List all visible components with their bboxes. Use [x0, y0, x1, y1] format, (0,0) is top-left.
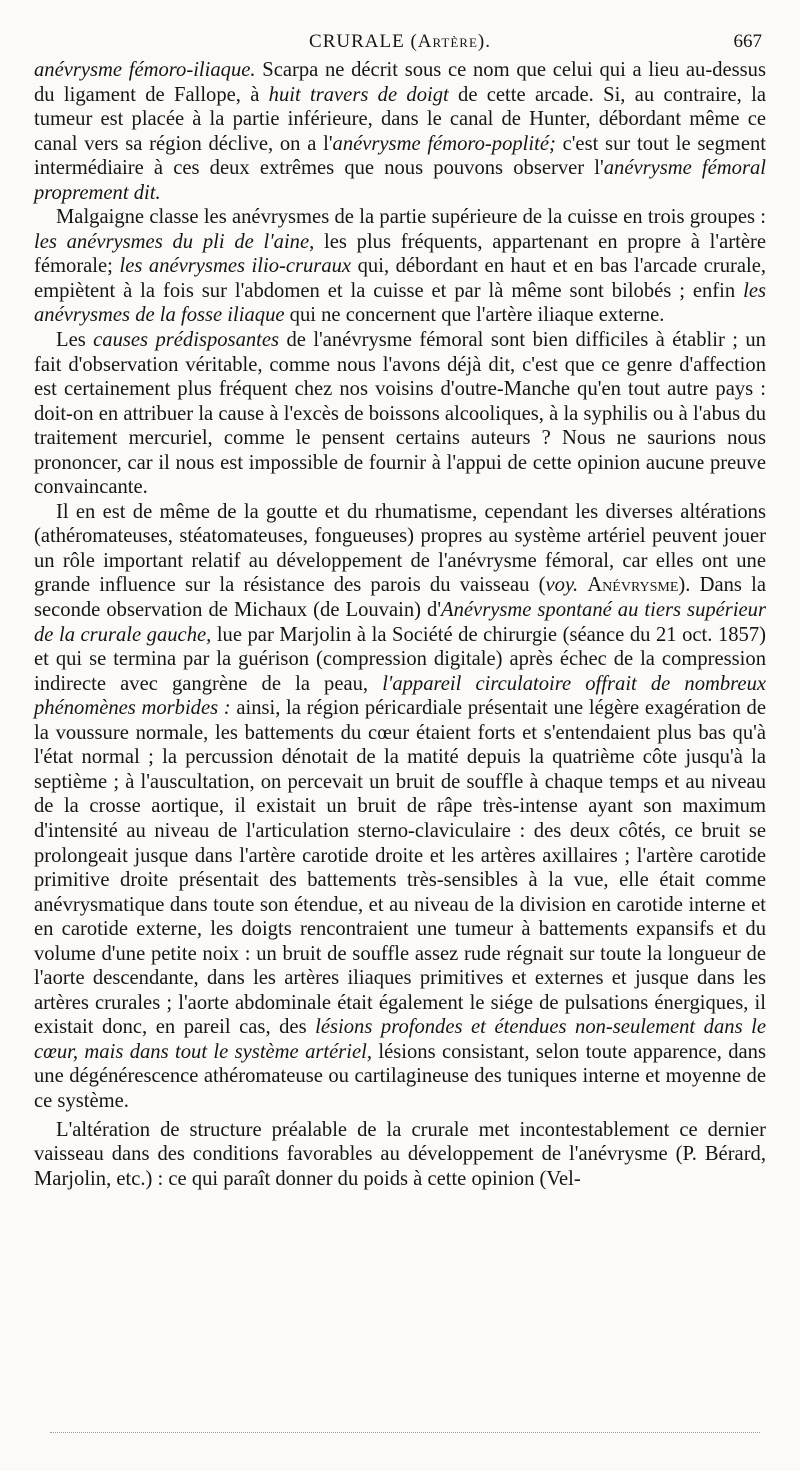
text-run — [578, 574, 587, 596]
text-run: ). Dans la seconde observation de Michaux (de Louvain) d' — [34, 574, 766, 622]
text-run: L'altération de structure préalable de la crurale met incontestablement ce dernier vaisseau dans des conditions favorables au développement de l'anévrysme (P. Bérard, Marjolin, etc.) : ce qui paraît donner du poids à cette opinion (Vel- — [34, 1118, 766, 1190]
italic-text-run: les anévrysmes ilio-cruraux — [119, 255, 352, 278]
text-run: Scarpa ne décrit sous ce nom que celui qui a lieu au-dessus du ligament de Fallope, à — [34, 59, 766, 106]
text-run: Il en est de même de la goutte et du rhumatisme, cependant les diverses altérations (athéromateuses, stéatomateuses, fongueuses) propres au système artériel peuvent jouer un rôle important relatif au développement de l'anévrysme fémoral, car elles ont une grande influence sur la résistance des parois du vaisseau ( — [34, 500, 766, 597]
italic-text-run: l'appareil circulatoire offrait de nombreux phénomènes morbides : — [34, 672, 767, 720]
body-text — [34, 58, 766, 1191]
running-head-title: CRURALE — [309, 31, 405, 52]
text-run: c'est sur tout le segment intermédiaire à ces deux extrêmes que nous pouvons observer l' — [34, 132, 766, 180]
paragraph — [34, 328, 766, 500]
text-run: qui, débordant en haut et en bas l'arcade crurale, empiètent à la fois sur l'abdomen et la cuisse et par là même sont bilobés ; enfin — [34, 255, 767, 302]
text-run: de l'anévrysme fémoral sont bien difficiles à établir ; un fait d'observation véritable, comme nous l'avons déjà dit, c'est que ce genre d'affection est certainement plus fréquent chez nos voisins d'outre-Manche qu'en tout autre pays : doit-on en attribuer la cause à l'excès de boissons alcooliques, à la syphilis ou à l'abus du traitement mercuriel, comme le pensent certains auteurs ? Nous ne saurions nous prononcer, car il nous est impossible de fournir à l'appui de cette opinion aucune preuve convaincante. — [34, 329, 766, 499]
text-run: Malgaigne classe les anévrysmes de la partie supérieure de la cuisse en trois groupes : — [56, 206, 766, 229]
paragraph — [34, 1118, 766, 1192]
italic-text-run: les anévrysmes du pli de l'aine, — [34, 230, 315, 253]
italic-text-run: anévrysme fémoro-poplité; — [332, 132, 556, 155]
running-head — [34, 26, 766, 58]
paragraph — [34, 58, 766, 205]
italic-text-run: causes prédisposantes — [93, 329, 280, 352]
running-head-subtitle: (Artère). — [410, 31, 491, 52]
paragraph — [34, 500, 766, 1114]
text-run: lue par Marjolin à la Société de chirurgie (séance du 21 oct. 1857) et qui se termina par la guérison (compression digitale) après échec de la compression indirecte avec gangrène de la peau, — [34, 623, 766, 695]
paragraph — [34, 205, 766, 328]
small-caps-text-run: Anévrysme — [587, 574, 679, 597]
page-number: 667 — [733, 31, 762, 52]
text-run: de cette arcade. Si, au contraire, la tumeur est placée à la partie inférieure, dans le canal de Hunter, débordant même ce canal vers sa région déclive, on a l' — [34, 83, 766, 155]
bottom-rule — [50, 1432, 760, 1433]
text-run: ainsi, la région péricardiale présentait une légère exagération de la voussure normale, les battements du cœur étaient forts et s'entendaient plus bas qu'à l'état normal ; la percussion dénotait de la matité depuis la quatrième côte jusqu'à la septième ; à l'auscultation, on percevait un bruit de souffle à chaque temps et au niveau de la crosse aortique, il existait un bruit de râpe très-intense ayant son maximum d'intensité au niveau de l'articulation sterno-claviculaire : des deux côtés, ce bruit se prolongeait jusque dans l'artère carotide droite et les artères axillaires ; l'artère carotide primitive droite présentait des battements très-sensibles à la vue, elle était comme anévrysmatique dans toute son étendue, et au niveau de la division en carotide interne et en carotide externe, les doigts rencontraient une tumeur à battements expansifs et du volume d'une petite noix : un bruit de souffle assez rude régnait sur toute la longueur de l'aorte descendante, dans les artères iliaques primitives et externes et jusque dans les artères crurales ; l'aorte abdominale était également le siége de pulsations énergiques, il existait donc, en pareil cas, des — [34, 697, 766, 1039]
italic-text-run: anévrysme fémoral proprement dit. — [34, 157, 766, 204]
text-run: qui ne concernent que l'artère iliaque externe. — [284, 304, 665, 327]
text-run: les plus fréquents, appartenant en propre à l'artère fémorale; — [34, 230, 766, 278]
italic-text-run: huit travers de doigt — [268, 83, 449, 106]
text-run: lésions consistant, selon toute apparence, dans une dégénérescence athéromateuse ou cartilagineuse des tuniques interne et moyenne de ce système. — [34, 1040, 766, 1112]
italic-text-run: Anévrysme spontané au tiers supérieur de la crurale gauche, — [34, 599, 766, 646]
italic-text-run: voy. — [545, 574, 579, 597]
italic-text-run: lésions profondes et étendues non-seulement dans le cœur, mais dans tout le système artériel, — [34, 1016, 766, 1063]
text-run: Les — [56, 329, 94, 352]
italic-text-run: les anévrysmes de la fosse iliaque — [34, 279, 766, 327]
italic-text-run: anévrysme fémoro-iliaque. — [34, 59, 256, 81]
